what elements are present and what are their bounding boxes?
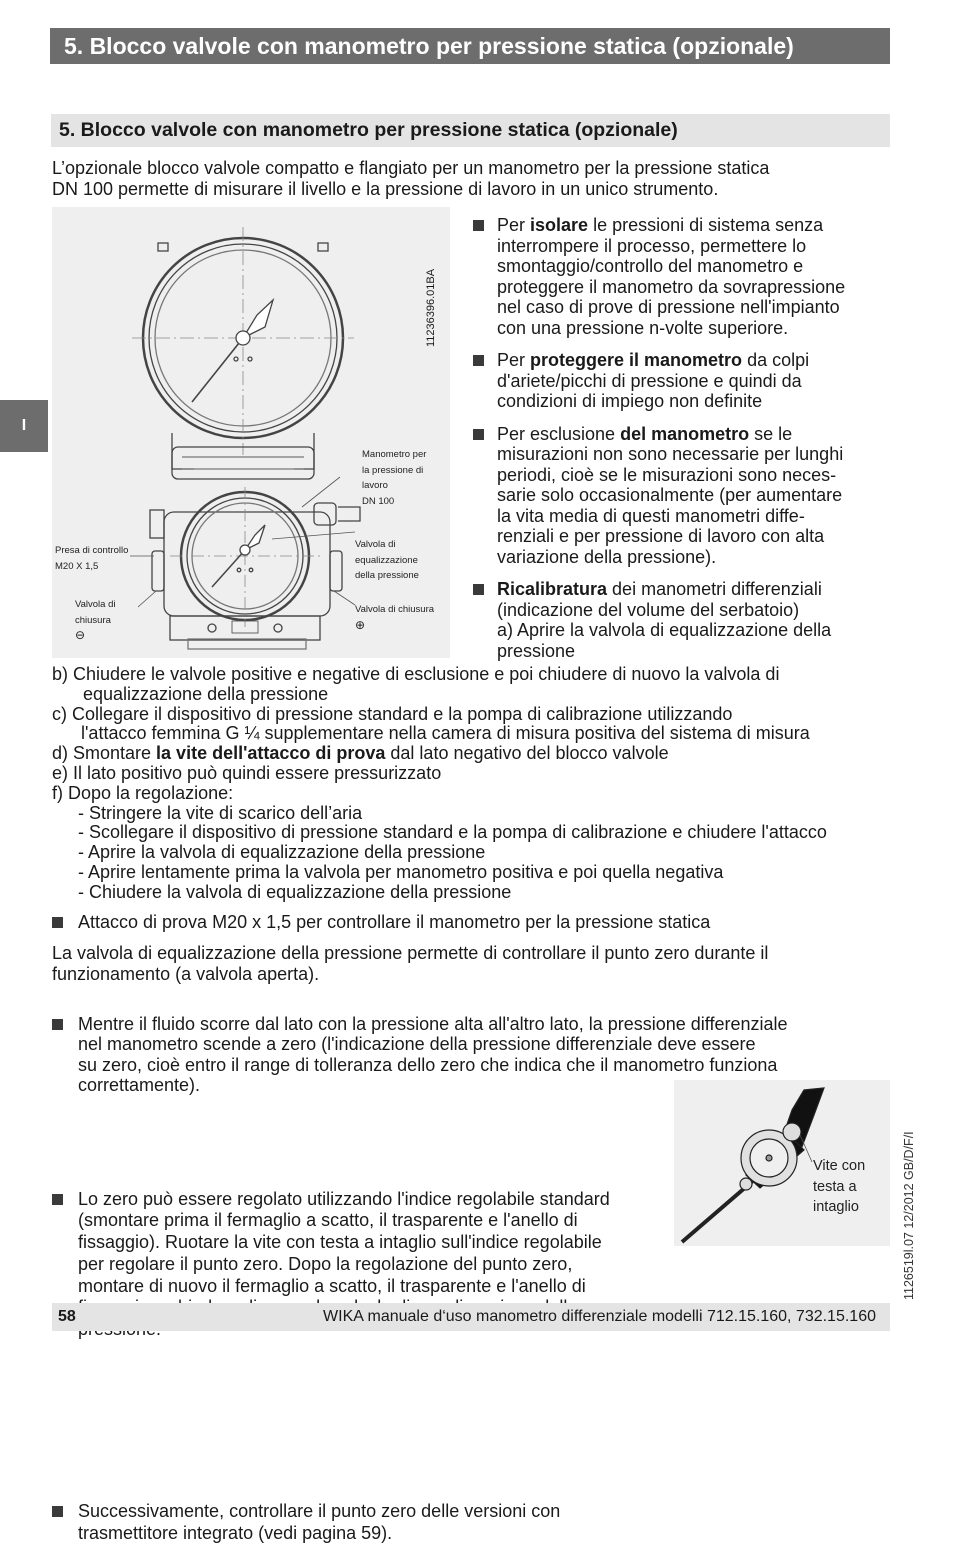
bullet-square-icon <box>52 917 63 928</box>
pointer-detail-drawing <box>674 1080 890 1246</box>
bullet-zero: Lo zero può essere regolato utilizzando l'indice regolabile standard (smontare prima il fermaglio a scatto, il trasparente e l'anello di fissaggio). Ruotare la vite con testa a intaglio sull'indice regolabile per regolare il punto zero. Dopo la regolazione del punto zero, montare di nuovo il fermaglio a scatto, il trasparente e l'anello di <box>52 1189 672 1342</box>
minus-icon: ⊖ <box>75 628 86 642</box>
step-f-items: - Stringere la vite di scarico dell’aria - Scollegare il dispositivo di pressione standard e la pompa di calibrazione e chiudere l'attacco - Aprire la valvola di equalizzazione della pressione - Aprire lentamente prima la valvola per manometro positiva e poi quella negativa - Chiudere la valvola di equalizzazione della pressione <box>78 802 827 902</box>
step-e: e) Il lato positivo può quindi essere pressurizzato <box>52 762 442 783</box>
bullet-esclusione: Per esclusione del manometro se le misurazioni non sono necessarie per lunghi periodi, cioè se le misurazioni sono neces- sarie solo occasionalmente (per aumentare la vita media di questi manometri diffe- renziali e per pressione di lavoro con alta variazione della pressione). <box>473 424 893 568</box>
bullet-fluido: Mentre il fluido scorre dal lato con la pressione alta all'altro lato, la pressione differenziale nel manometro scende a zero (l'indicazione della pressione differenziale deve essere su zero, cioè entro il range di tolleranza dello zero che indica che il manometro funziona correttamente). <box>52 1014 897 1096</box>
bullet-successivamente: Successivamente, controllare il punto zero delle versioni con trasmettitore integrato (vedi pagina 59). <box>52 1501 672 1545</box>
step-c-cont: l'attacco femmina G ¼ supplementare nella camera di misura positiva del sistema di misura <box>81 723 810 744</box>
label-valvola-chiusura-left: Valvola di chiusura ⊖ <box>75 599 116 642</box>
section-heading: 5. Blocco valvole con manometro per pressione statica (opzionale) <box>51 114 890 147</box>
drawing-svg <box>52 207 450 658</box>
bullet-isolare: Per isolare le pressioni di sistema senza interrompere il processo, permettere lo smontaggio/controllo del manometro e proteggere il manometro da sovrapressione nel caso di prove di pressione nell'impianto con una pressione n-volte superiore. <box>473 215 893 338</box>
step-d: d) Smontare la vite dell'attacco di prova dal lato negativo del blocco valvole <box>52 743 669 764</box>
bullet-square-icon <box>52 1194 63 1205</box>
page-number: 58 <box>58 1308 76 1325</box>
drawing-code: 11236396.01BA <box>425 268 437 347</box>
footer-text: WIKA manuale d‘uso manometro differenziale modelli 712.15.160, 732.15.160 <box>323 1308 876 1325</box>
bullet-square-icon <box>473 584 484 595</box>
bullet-proteggere: Per proteggere il manometro da colpi d'ariete/picchi di pressione e quindi da condizioni di impiego non definite <box>473 350 893 412</box>
language-tab: I <box>0 400 48 452</box>
step-f: f) Dopo la regolazione: <box>52 782 234 803</box>
label-presa-controllo: Presa di controllo M20 X 1,5 <box>55 545 129 572</box>
label-vite-intaglio: Vite con testa a intaglio <box>813 1158 866 1215</box>
page-banner-title: 5. Blocco valvole con manometro per pressione statica (opzionale) <box>50 28 890 64</box>
bullet-square-icon <box>473 429 484 440</box>
page-footer <box>52 1303 890 1331</box>
label-valvola-chiusura-right: Valvola di chiusura ⊕ <box>355 604 435 632</box>
plus-icon: ⊕ <box>355 617 366 632</box>
label-manometro: Manometro per la pressione di lavoro DN 100 <box>362 449 427 507</box>
bullet-ricalibratura: Ricalibratura dei manometri differenziali (indicazione del volume del serbatoio) a) Aprire la valvola di equalizzazione della pressione <box>473 579 893 661</box>
steps-list <box>52 665 897 903</box>
intro-paragraph <box>52 158 890 199</box>
step-c: c) Collegare il dispositivo di pressione standard e la pompa di calibrazione utilizzando <box>52 703 733 724</box>
intro-line: L’opzionale blocco valvole compatto e flangiato per un manometro per la pressione statica <box>52 158 770 178</box>
bullet-square-icon <box>473 355 484 366</box>
valve-block-drawing <box>52 207 450 658</box>
right-bullet-list <box>473 215 893 661</box>
intro-line: DN 100 permette di misurare il livello e la pressione di lavoro in un unico strumento. <box>52 178 719 199</box>
paragraph-valvola: La valvola di equalizzazione della pressione permette di controllare il punto zero durante il funzionamento (a valvola aperta). <box>52 943 769 984</box>
document-code: 1126519l.07 12/2012 GB/D/F/I <box>902 1131 916 1300</box>
label-valvola-equalizzazione: Valvola di equalizzazione della pressione <box>355 539 419 581</box>
bullet-square-icon <box>473 220 484 231</box>
bullet-square-icon <box>52 1019 63 1030</box>
bullet-square-icon <box>52 1506 63 1517</box>
step-b-cont: equalizzazione della pressione <box>83 683 329 704</box>
step-b: b) Chiudere le valvole positive e negative di esclusione e poi chiudere di nuovo la valvola di <box>52 664 780 684</box>
bullet-attacco: Attacco di prova M20 x 1,5 per controllare il manometro per la pressione statica <box>52 912 890 933</box>
